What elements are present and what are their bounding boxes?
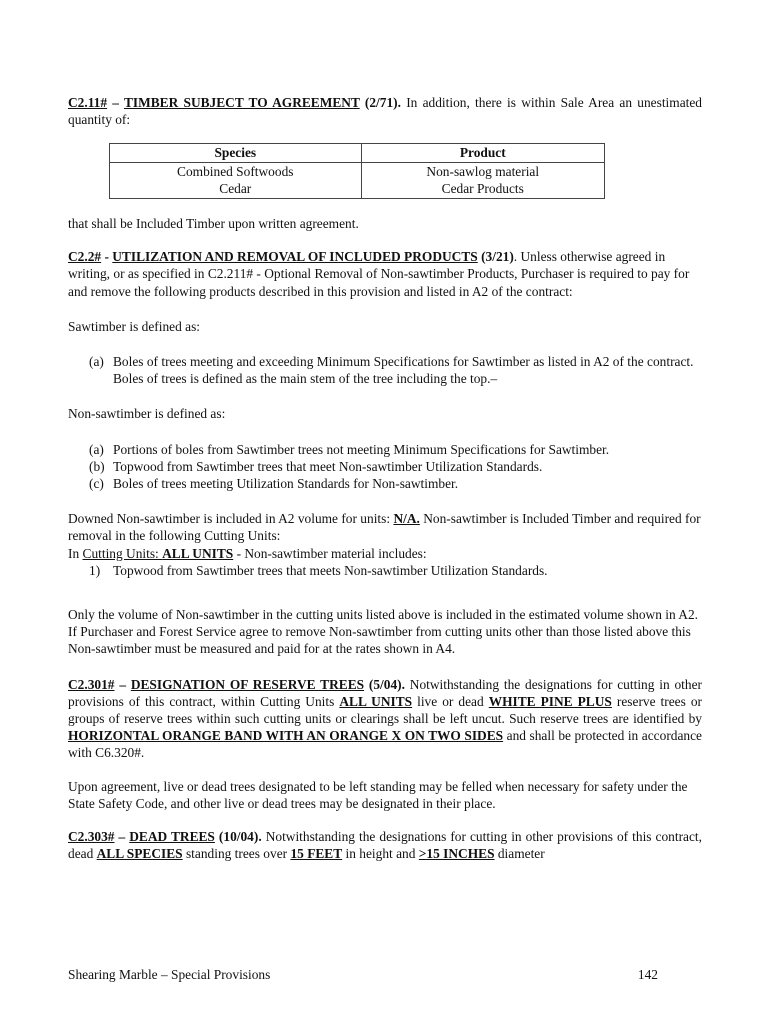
section-date: (2/71). [359, 95, 401, 110]
downed-text: Non-sawtimber is Included Timber and required for removal in the following Cutting Units: [68, 511, 701, 544]
section-title: TIMBER SUBJECT TO AGREEMENT [123, 95, 360, 110]
section-text: Notwithstanding the designations for cutting in other provisions of this contract, within Cutting Units [68, 676, 702, 709]
list-item [89, 458, 702, 475]
dead-species: ALL SPECIES [96, 846, 183, 862]
cutting-units-line [68, 545, 702, 562]
section-text: diameter [494, 846, 545, 862]
dash: - [101, 249, 113, 265]
section-text: and shall be protected in accordance with C6.320#. [68, 728, 702, 761]
sawtimber-item-a [89, 353, 702, 387]
section-title: UTILIZATION AND REMOVAL OF INCLUDED PRODUCTS [112, 249, 478, 265]
section-code: C2.303# [68, 828, 115, 844]
downed-units: N/A. [393, 511, 420, 527]
nonsaw-list [89, 441, 702, 493]
section-title: DESIGNATION OF RESERVE TREES [130, 676, 365, 692]
page-footer [68, 966, 658, 983]
species-product-table [109, 143, 605, 199]
footer-title: Shearing Marble – Special Provisions [68, 967, 271, 982]
page-number: 142 [637, 967, 658, 982]
section-text: . Unless otherwise agreed in writing, or as specified in C2.211# - Optional Removal of Non-sawtimber Products, Purchaser is required to pay for and remove the following products described in this provision and listed in A2 of the contract: [68, 249, 690, 299]
document-page [68, 94, 702, 862]
section-title: DEAD TREES [129, 828, 215, 844]
list-text: Portions of boles from Sawtimber trees not meeting Minimum Specifications for Sawtimber. [113, 441, 610, 457]
reserve-marking: HORIZONTAL ORANGE BAND WITH AN ORANGE X ON TWO SIDES [68, 728, 504, 744]
reserve-units: ALL UNITS [339, 693, 413, 709]
table-cell: Cedar [110, 180, 362, 198]
table-row [110, 162, 605, 180]
section-date: (5/04). [364, 676, 405, 692]
section-text: In addition, there is within Sale Area an unestimated quantity of: [68, 95, 702, 128]
section-code: C2.11# [68, 95, 108, 110]
after-table-text: that shall be Included Timber upon written agreement. [68, 215, 359, 231]
only-volume-paragraph: Only the volume of Non-sawtimber in the cutting units listed above is included in the estimated volume shown in A2. If Purchaser and Forest Service agree to remove Non-sawtimber from cutting units other than those listed above this Non-sawtimber must be measured and paid for at the rates shown in A4. [68, 606, 699, 657]
dash: – [107, 95, 124, 110]
list-item [89, 475, 702, 492]
list-text: Boles of trees meeting Utilization Standards for Non-sawtimber. [113, 475, 459, 491]
list-label: 1) [89, 562, 101, 578]
header-species: Species [110, 144, 362, 163]
dead-diameter: >15 INCHES [418, 846, 495, 862]
table-cell: Non-sawlog material [361, 162, 604, 180]
list-text: Topwood from Sawtimber trees that meet Non-sawtimber Utilization Standards. [113, 458, 543, 474]
downed-text: Downed Non-sawtimber is included in A2 volume for units: [68, 511, 394, 527]
list-label: (a) [89, 353, 104, 369]
section-c2-2 [68, 248, 702, 300]
list-label: (a) [89, 441, 104, 457]
dead-height: 15 FEET [290, 846, 343, 862]
cutting-units-label: Cutting Units: [82, 545, 163, 561]
table-header-row [110, 144, 605, 163]
dash: – [114, 676, 131, 692]
section-code: C2.2# [68, 249, 102, 265]
reserve-species: WHITE PINE PLUS [488, 693, 612, 709]
table-row [110, 180, 605, 198]
cutting-units-text: - Non-sawtimber material includes: [233, 545, 427, 561]
cutting-units-item [89, 562, 702, 579]
dash: – [114, 828, 130, 844]
list-text: Topwood from Sawtimber trees that meets Non-sawtimber Utilization Standards. [113, 562, 548, 578]
section-text: live or dead [412, 693, 489, 709]
section-text: in height and [342, 846, 419, 862]
cutting-units-value: ALL UNITS [162, 545, 234, 561]
list-item [89, 441, 702, 458]
list-text: Boles of trees meeting and exceeding Minimum Specifications for Sawtimber as listed in A2 of the contract. Boles of trees is defined as the main stem of the tree including the top.– [113, 353, 694, 387]
header-product: Product [361, 144, 604, 163]
section-date: (10/04). [214, 828, 262, 844]
section-text: reserve trees or groups of reserve trees within such cutting units or clearings shall be left uncut. Such reserve trees are identified by [68, 693, 703, 726]
cutting-units-text: In [68, 545, 83, 561]
section-text: Notwithstanding the designations for cutting in other provisions of this contract, dead [68, 828, 703, 862]
nonsaw-intro: Non-sawtimber is defined as: [68, 406, 226, 422]
list-label: (b) [89, 458, 105, 474]
section-code: C2.301# [68, 676, 115, 692]
section-c2-303 [68, 828, 702, 862]
list-label: (c) [89, 475, 104, 491]
section-c2-11 [68, 94, 702, 128]
table-cell: Combined Softwoods [110, 162, 362, 180]
section-c2-301 [68, 676, 702, 762]
section-text: standing trees over [182, 846, 291, 862]
table-cell: Cedar Products [361, 180, 604, 198]
section-date: (3/21) [477, 249, 514, 265]
upon-agreement-paragraph: Upon agreement, live or dead trees designated to be left standing may be felled when necessary for safety under the State Safety Code, and other live or dead trees may be designated in their place. [68, 778, 688, 811]
downed-paragraph [68, 510, 702, 544]
sawtimber-intro: Sawtimber is defined as: [68, 318, 201, 334]
